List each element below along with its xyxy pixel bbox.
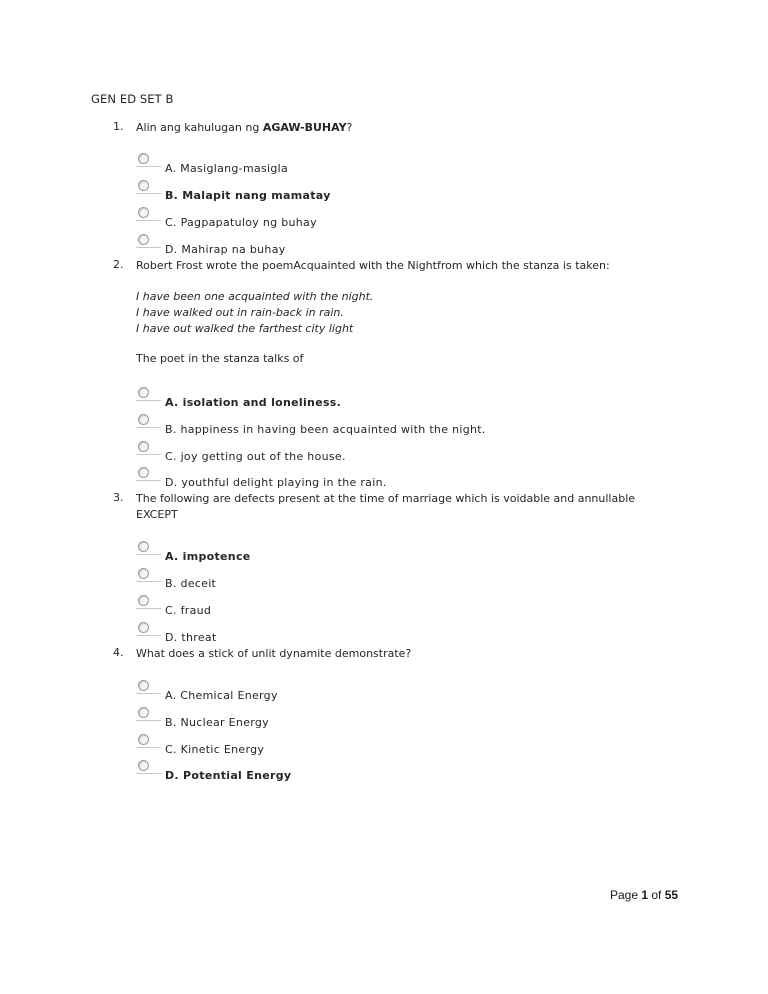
option-4a[interactable]	[136, 680, 536, 706]
poem-line: I have out walked the farthest city light	[136, 322, 354, 335]
question-text-part: ?	[346, 121, 353, 134]
option-underline	[136, 747, 161, 748]
question-number: 1.	[113, 120, 124, 133]
question-text-line: EXCEPT	[136, 508, 178, 521]
option-label: C. joy getting out of the house.	[165, 450, 346, 463]
option-label: C. fraud	[165, 604, 212, 617]
option-underline	[136, 400, 161, 401]
option-label: B. deceit	[165, 577, 217, 590]
option-label: D. Potential Energy	[165, 769, 292, 782]
question-text-part: Alin ang kahulugan ng	[136, 121, 263, 134]
option-underline	[136, 581, 161, 582]
option-underline	[136, 193, 161, 194]
option-underline	[136, 166, 161, 167]
option-label: B. Malapit nang mamatay	[165, 189, 331, 202]
option-1b[interactable]	[136, 180, 536, 206]
option-3d[interactable]	[136, 622, 536, 648]
radio-button-icon[interactable]	[138, 207, 149, 218]
option-1d[interactable]	[136, 234, 536, 260]
radio-button-icon[interactable]	[138, 760, 149, 771]
option-underline	[136, 693, 161, 694]
document-title: GEN ED SET B	[91, 92, 174, 106]
option-2d[interactable]	[136, 467, 536, 493]
question-text: What does a stick of unlit dynamite demonstrate?	[136, 647, 412, 660]
radio-button-icon[interactable]	[138, 153, 149, 164]
option-3b[interactable]	[136, 568, 536, 594]
option-underline	[136, 220, 161, 221]
question-text	[136, 491, 666, 523]
radio-button-icon[interactable]	[138, 234, 149, 245]
option-label: C. Kinetic Energy	[165, 743, 265, 756]
option-label: A. isolation and loneliness.	[165, 396, 342, 409]
option-2c[interactable]	[136, 441, 536, 467]
option-underline	[136, 635, 161, 636]
radio-button-icon[interactable]	[138, 467, 149, 478]
option-underline	[136, 427, 161, 428]
option-4b[interactable]	[136, 707, 536, 733]
option-underline	[136, 480, 161, 481]
poem-line: I have walked out in rain-back in rain.	[136, 306, 344, 319]
radio-button-icon[interactable]	[138, 387, 149, 398]
poem-stanza	[136, 289, 373, 337]
radio-button-icon[interactable]	[138, 568, 149, 579]
option-underline	[136, 720, 161, 721]
option-label: C. Pagpapatuloy ng buhay	[165, 216, 317, 229]
total-pages-number: 55	[664, 888, 679, 902]
option-label: A. impotence	[165, 550, 251, 563]
radio-button-icon[interactable]	[138, 541, 149, 552]
question-text: Robert Frost wrote the poemAcquainted with the Nightfrom which the stanza is taken:	[136, 259, 610, 272]
of-word: of	[648, 888, 665, 902]
radio-button-icon[interactable]	[138, 414, 149, 425]
question-number: 2.	[113, 258, 124, 271]
option-label: D. youthful delight playing in the rain.	[165, 476, 387, 489]
question-number: 4.	[113, 646, 124, 659]
option-label: A. Masiglang-masigla	[165, 162, 289, 175]
option-label: B. happiness in having been acquainted with the night.	[165, 423, 486, 436]
option-label: A. Chemical Energy	[165, 689, 278, 702]
question-prompt: The poet in the stanza talks of	[136, 352, 304, 365]
page-word: Page	[610, 888, 642, 902]
question-number: 3.	[113, 491, 124, 504]
option-underline	[136, 554, 161, 555]
option-underline	[136, 608, 161, 609]
poem-line: I have been one acquainted with the night.	[136, 290, 374, 303]
option-label: D. Mahirap na buhay	[165, 243, 286, 256]
radio-button-icon[interactable]	[138, 734, 149, 745]
option-4c[interactable]	[136, 734, 536, 760]
option-1a[interactable]	[136, 153, 536, 179]
question-text-line: The following are defects present at the time of marriage which is voidable and annullable	[136, 492, 636, 505]
option-2a[interactable]	[136, 387, 536, 413]
option-label: B. Nuclear Energy	[165, 716, 269, 729]
question-keyword: AGAW-BUHAY	[262, 121, 347, 134]
option-4d[interactable]	[136, 760, 536, 786]
radio-button-icon[interactable]	[138, 680, 149, 691]
radio-button-icon[interactable]	[138, 595, 149, 606]
radio-button-icon[interactable]	[138, 180, 149, 191]
page-footer	[610, 888, 678, 902]
option-2b[interactable]	[136, 414, 536, 440]
option-1c[interactable]	[136, 207, 536, 233]
option-underline	[136, 454, 161, 455]
option-underline	[136, 247, 161, 248]
radio-button-icon[interactable]	[138, 441, 149, 452]
question-text	[136, 120, 666, 136]
option-label: D. threat	[165, 631, 217, 644]
option-3a[interactable]	[136, 541, 536, 567]
option-underline	[136, 773, 161, 774]
option-3c[interactable]	[136, 595, 536, 621]
radio-button-icon[interactable]	[138, 622, 149, 633]
current-page-number: 1	[641, 888, 649, 902]
radio-button-icon[interactable]	[138, 707, 149, 718]
